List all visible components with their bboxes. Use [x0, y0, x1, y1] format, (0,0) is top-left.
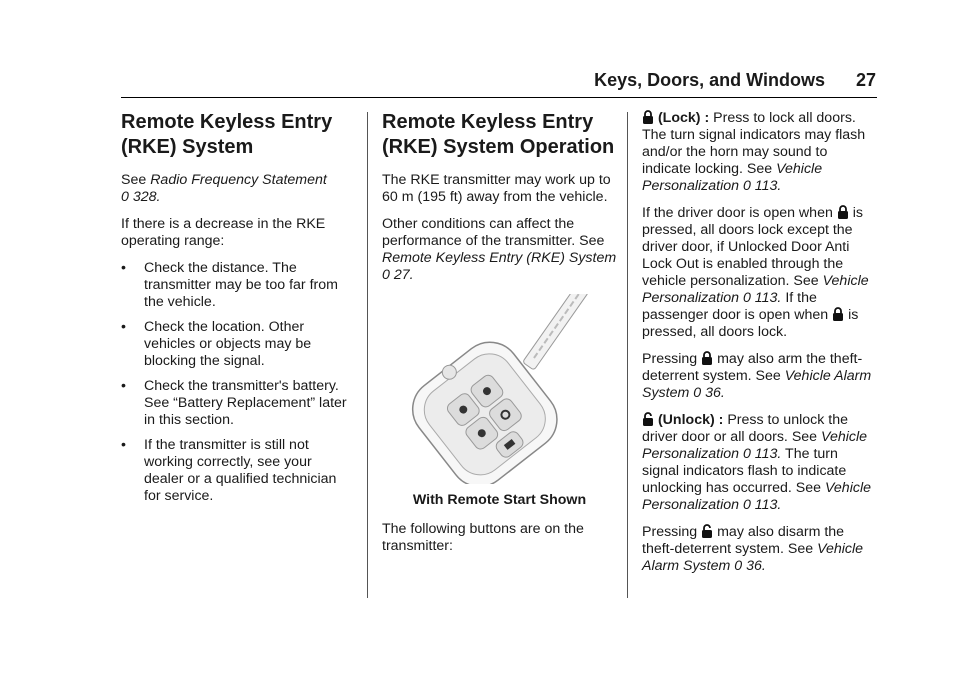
cross-reference-link[interactable]: Vehicle Personalization	[642, 273, 869, 306]
section-heading: Remote Keyless Entry (RKE) System Operation	[382, 111, 615, 158]
page-reference: 0 36.	[734, 558, 766, 574]
page-reference: 0 328.	[121, 189, 161, 205]
bullet: •	[121, 378, 126, 394]
page-reference: 0 113.	[742, 446, 782, 462]
paragraph: Pressing may also arm the theft-deterrent system. See Vehicle Alarm System 0 36.	[642, 351, 872, 401]
paragraph: Pressing may also disarm the theft-deterrent system. See Vehicle Alarm System 0 36.	[642, 524, 864, 574]
cross-reference-link[interactable]: Vehicle Alarm System	[642, 541, 864, 574]
list-item: • If the transmitter is still not working correctly, see your dealer or a qualified technician for service.	[121, 437, 337, 504]
header-divider	[121, 97, 877, 98]
page-reference: 0 113.	[742, 178, 782, 194]
lock-icon	[837, 205, 849, 219]
list-item: • Check the transmitter's battery. See “Battery Replacement” later in this section.	[121, 378, 347, 428]
lock-label: (Lock) :	[657, 110, 710, 126]
cross-reference-link[interactable]: Vehicle Personalization	[642, 161, 823, 194]
key-fob-icon	[382, 294, 617, 484]
cross-reference-link[interactable]: Vehicle Alarm System	[642, 368, 872, 401]
key-fob-illustration	[382, 294, 617, 484]
page-reference: 0 113.	[742, 497, 782, 513]
paragraph: If the driver door is open when is pressed, all doors lock except the driver door, if Unlocked Door Anti Lock Out is enabled through the vehicle personalization. See Vehicle Personalization 0 113. If the passenger door is open when is pressed, all doors lock.	[642, 205, 869, 340]
column-divider	[367, 112, 368, 598]
section-heading: Remote Keyless Entry (RKE) System	[121, 111, 333, 158]
section-title: Keys, Doors, and Windows	[594, 70, 825, 90]
unlock-label: (Unlock) :	[657, 412, 724, 428]
paragraph: The RKE transmitter may work up to 60 m (195 ft) away from the vehicle.	[382, 172, 611, 205]
cross-reference-link[interactable]: Vehicle Personalization	[642, 429, 868, 462]
list-item: • Check the location. Other vehicles or objects may be blocking the signal.	[121, 319, 312, 369]
page-header	[0, 70, 960, 100]
bullet: •	[121, 437, 126, 453]
cross-reference-link[interactable]: Remote Keyless Entry (RKE) System	[382, 250, 617, 266]
column-rke-system	[121, 110, 351, 513]
lock-icon	[642, 110, 654, 124]
column-buttons	[642, 110, 877, 585]
lock-description: (Lock) : Press to lock all doors. The turn signal indicators may flash and/or the horn may sound to indicate locking. See Vehicle Personalization 0 113.	[642, 110, 866, 194]
figure-caption: With Remote Start Shown	[412, 492, 587, 508]
page-reference: 0 36.	[693, 385, 725, 401]
column-divider	[627, 112, 628, 598]
paragraph: The following buttons are on the transmitter:	[382, 521, 584, 554]
list-item: • Check the distance. The transmitter may be too far from the vehicle.	[121, 260, 338, 310]
column-rke-operation	[382, 110, 617, 565]
paragraph: If there is a decrease in the RKE operating range:	[121, 216, 326, 249]
lock-icon	[701, 351, 713, 365]
unlock-icon	[642, 412, 654, 426]
unlock-icon	[701, 524, 713, 538]
see-reference: See Radio Frequency Statement 0 328.	[121, 172, 327, 205]
page-reference: 0 27.	[382, 267, 414, 283]
paragraph: Other conditions can affect the performance of the transmitter. See Remote Keyless Entry (RKE) System 0 27.	[382, 216, 617, 283]
unlock-description: (Unlock) : Press to unlock the driver door or all doors. See Vehicle Personalization 0 113. The turn signal indicators flash to indicate unlocking has occurred. See Vehicle Personalization 0 113.	[642, 412, 871, 513]
bullet: •	[121, 319, 126, 335]
page-reference: 0 113.	[742, 290, 782, 306]
bullet: •	[121, 260, 126, 276]
page-number: 27	[855, 70, 876, 90]
cross-reference-link[interactable]: Vehicle Personalization	[642, 480, 871, 513]
cross-reference-link[interactable]: Radio Frequency Statement	[150, 172, 327, 188]
lock-icon	[832, 307, 844, 321]
